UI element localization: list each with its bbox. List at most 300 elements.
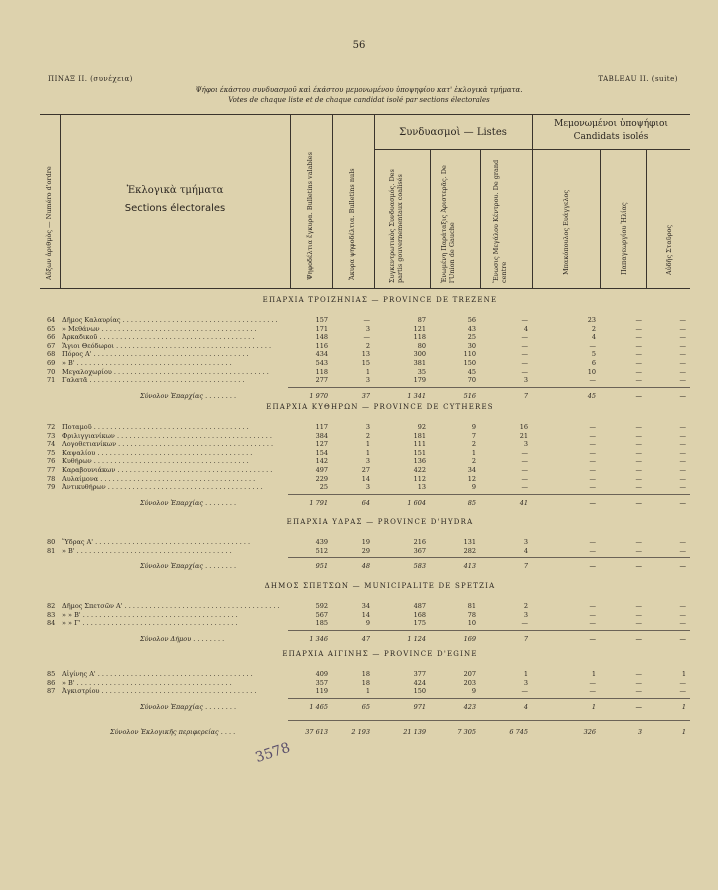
table-row xyxy=(40,457,690,465)
cell-value: — xyxy=(635,341,642,350)
cell-value: 78 xyxy=(467,610,476,619)
row-number: 77 xyxy=(47,466,56,474)
cell-value: 45 xyxy=(467,367,476,376)
cell-value: 277 xyxy=(315,376,328,385)
cell-value: 516 xyxy=(463,391,476,400)
cell-value: — xyxy=(679,333,686,342)
title-french: Votes de chaque liste et de chaque candidat isolé par sections électorales xyxy=(228,96,490,104)
header-left: ΠΙΝΑΞ II. (συνέχεια) xyxy=(48,75,133,83)
cell-value: 3 xyxy=(637,728,642,736)
cell-value: — xyxy=(635,687,642,696)
cell-value: 543 xyxy=(315,359,328,367)
cell-value: 56 xyxy=(467,316,476,324)
cell-value: — xyxy=(589,634,596,643)
cell-value: 175 xyxy=(413,619,426,628)
cell-value: — xyxy=(635,610,642,619)
cell-value: 111 xyxy=(413,440,426,449)
col-sections-greek: Ἐκλογικὰ τμήματα xyxy=(126,185,224,196)
cell-value: 497 xyxy=(315,466,328,474)
table-row xyxy=(40,483,690,491)
cell-value: 185 xyxy=(315,619,328,628)
cell-value: 7 305 xyxy=(457,728,476,736)
cell-value: 116 xyxy=(315,341,328,350)
cell-value: 136 xyxy=(413,457,426,466)
cell-value: — xyxy=(635,367,642,376)
cell-value: 119 xyxy=(315,687,328,696)
row-name: Ἀντικυθήρων . . . . . . . . . . . . . . . . . . . . . . . . . . . . . . . . . . . . . . xyxy=(62,483,263,492)
cell-value: 951 xyxy=(315,562,328,571)
cell-value: 25 xyxy=(319,483,328,492)
col-list-1: Συγκεντρωτικὸς Συνδυασμός. Des partis gouvernementaux coalisés xyxy=(388,169,404,283)
cell-value: 3 xyxy=(365,324,370,333)
cell-value: 4 xyxy=(523,546,528,555)
col-lists-group: Συνδυασμοὶ — Listes xyxy=(399,127,507,138)
row-number: 72 xyxy=(47,423,56,431)
cell-value: 9 xyxy=(471,687,476,696)
cell-value: 37 xyxy=(361,391,370,400)
cell-value: — xyxy=(589,538,596,546)
cell-value: — xyxy=(635,423,642,431)
grand-total-row xyxy=(40,728,690,736)
row-number: 66 xyxy=(47,333,56,342)
total-label: Σύνολον Ἐπαρχίας . . . . . . . . xyxy=(140,562,237,571)
row-number: 69 xyxy=(47,359,56,367)
col-cand-3: Αὐδῆς Σταῦρος xyxy=(665,224,673,275)
cell-value: 47 xyxy=(361,634,370,643)
cell-value: 439 xyxy=(315,538,328,546)
col-candidates-greek: Μεμονωμένοι ὑποψήφιοι xyxy=(554,119,668,129)
col-invalid: Ἄκυρα ψηφοδέλτια. Bulletins nuls xyxy=(348,168,356,280)
cell-value: — xyxy=(521,367,528,376)
cell-value: 18 xyxy=(361,670,370,678)
section-title: ΕΠΑΡΧΙΑ ΑΙΓΙΝΗΣ — PROVINCE D'EGINE xyxy=(282,650,478,658)
cell-value: 203 xyxy=(463,678,476,687)
col-sections-french: Sections électorales xyxy=(124,203,226,214)
cell-value: — xyxy=(635,619,642,628)
cell-value: 131 xyxy=(463,538,476,546)
cell-value: 13 xyxy=(361,350,370,359)
cell-value: — xyxy=(679,448,686,457)
cell-value: — xyxy=(635,634,642,643)
cell-value: 148 xyxy=(315,333,328,342)
cell-value: 971 xyxy=(413,702,426,711)
cell-value: — xyxy=(679,359,686,367)
row-number: 76 xyxy=(47,457,56,466)
table-row xyxy=(40,687,690,695)
cell-value: 41 xyxy=(519,498,528,507)
cell-value: 118 xyxy=(413,333,426,342)
cell-value: 65 xyxy=(361,702,370,711)
cell-value: — xyxy=(679,498,686,507)
row-name: Αυλαίμονα . . . . . . . . . . . . . . . . . . . . . . . . . . . . . . . . . . . . . . xyxy=(62,474,256,483)
row-name: Ἀρκαδικοῦ . . . . . . . . . . . . . . . . . . . . . . . . . . . . . . . . . . . . . . xyxy=(62,333,255,342)
cell-value: 64 xyxy=(361,498,370,507)
cell-value: — xyxy=(635,440,642,449)
total-row xyxy=(40,392,690,400)
row-name: » Β' . . . . . . . . . . . . . . . . . . . . . . . . . . . . . . . . . . . . . . xyxy=(62,546,232,555)
cell-value: — xyxy=(521,341,528,350)
col-cand-1: Μπακόπουλος Ευάγγελος xyxy=(562,189,570,275)
cell-value: — xyxy=(589,546,596,555)
cell-value: 413 xyxy=(463,562,476,571)
cell-value: 3 xyxy=(523,376,528,385)
title-greek: Ψήφοι έκάστου συνδυασμοῦ καὶ έκάστου μεμονωμένου ὑποψηφίου κατ' ἐκλογικὰ τμήματα. xyxy=(195,86,523,94)
cell-value: — xyxy=(635,538,642,546)
cell-value: 422 xyxy=(413,466,426,474)
row-name: » » Γ' . . . . . . . . . . . . . . . . . . . . . . . . . . . . . . . . . . . . . . xyxy=(62,619,238,628)
cell-value: — xyxy=(635,678,642,687)
cell-value: 35 xyxy=(417,367,426,376)
cell-value: 7 xyxy=(523,391,528,400)
cell-value: 16 xyxy=(519,423,528,431)
row-number: 80 xyxy=(47,538,56,546)
row-number: 74 xyxy=(47,440,56,449)
cell-value: 150 xyxy=(463,359,476,367)
cell-value: 3 xyxy=(523,610,528,619)
cell-value: 1 xyxy=(681,702,686,711)
cell-value: 118 xyxy=(315,367,328,376)
row-number: 70 xyxy=(47,367,56,376)
cell-value: — xyxy=(589,687,596,696)
cell-value: — xyxy=(589,483,596,492)
cell-value: 384 xyxy=(315,431,328,440)
cell-value: — xyxy=(635,474,642,483)
table-row xyxy=(40,466,690,474)
cell-value: — xyxy=(635,562,642,571)
cell-value: 512 xyxy=(315,546,328,555)
row-name: » Β' . . . . . . . . . . . . . . . . . . . . . . . . . . . . . . . . . . . . . . xyxy=(62,359,232,367)
cell-value: 1 604 xyxy=(407,498,426,507)
row-number: 84 xyxy=(47,619,56,628)
row-number: 73 xyxy=(47,431,56,440)
cell-value: 300 xyxy=(413,350,426,359)
table-row xyxy=(40,376,690,384)
cell-value: — xyxy=(589,610,596,619)
cell-value: 110 xyxy=(463,350,476,359)
cell-value: 2 xyxy=(365,431,370,440)
cell-value: 37 613 xyxy=(305,728,328,736)
cell-value: 18 xyxy=(361,678,370,687)
total-rule xyxy=(288,557,690,558)
row-name: Πόρος Α' . . . . . . . . . . . . . . . . . . . . . . . . . . . . . . . . . . . . . . xyxy=(62,350,249,359)
table-row xyxy=(40,547,690,555)
cell-value: 157 xyxy=(315,316,328,324)
total-label: Σύνολον Ἐπαρχίας . . . . . . . . xyxy=(140,391,237,400)
cell-value: — xyxy=(521,619,528,628)
table-row xyxy=(40,325,690,333)
cell-value: 2 xyxy=(523,602,528,610)
cell-value: 48 xyxy=(361,562,370,571)
cell-value: — xyxy=(679,376,686,385)
cell-value: 12 xyxy=(467,474,476,483)
cell-value: 1 xyxy=(471,448,476,457)
cell-value: — xyxy=(521,359,528,367)
cell-value: 81 xyxy=(467,602,476,610)
cell-value: — xyxy=(679,440,686,449)
cell-value: 3 xyxy=(365,376,370,385)
cell-value: 1 465 xyxy=(309,702,328,711)
cell-value: 434 xyxy=(315,350,328,359)
cell-value: — xyxy=(635,498,642,507)
total-row xyxy=(40,635,690,643)
cell-value: 3 xyxy=(365,483,370,492)
cell-value: — xyxy=(635,602,642,610)
cell-value: 1 xyxy=(591,670,596,678)
cell-value: — xyxy=(679,423,686,431)
cell-value: 169 xyxy=(463,634,476,643)
cell-value: 326 xyxy=(583,728,596,736)
cell-value: 567 xyxy=(315,610,328,619)
total-label: Σύνολον Δήμου . . . . . . . . xyxy=(140,634,225,643)
cell-value: 21 139 xyxy=(403,728,426,736)
cell-value: — xyxy=(521,457,528,466)
total-rule xyxy=(288,494,690,495)
cell-value: 27 xyxy=(361,466,370,474)
cell-value: 423 xyxy=(463,702,476,711)
total-label: Σύνολον Ἐπαρχίας . . . . . . . . xyxy=(140,498,237,507)
row-number: 68 xyxy=(47,350,56,359)
cell-value: 5 xyxy=(591,350,596,359)
table-row xyxy=(40,449,690,457)
cell-value: 4 xyxy=(523,324,528,333)
row-number: 65 xyxy=(47,324,56,333)
cell-value: 34 xyxy=(467,466,476,474)
cell-value: 23 xyxy=(587,316,596,324)
row-name: » » Β' . . . . . . . . . . . . . . . . . . . . . . . . . . . . . . . . . . . . . . xyxy=(62,610,238,619)
cell-value: 87 xyxy=(417,316,426,324)
cell-value: 92 xyxy=(417,423,426,431)
row-name: Ἀγκιστρίου . . . . . . . . . . . . . . . . . . . . . . . . . . . . . . . . . . . . . . xyxy=(62,687,257,696)
cell-value: — xyxy=(635,457,642,466)
table-row xyxy=(40,611,690,619)
cell-value: — xyxy=(635,670,642,678)
cell-value: 377 xyxy=(413,670,426,678)
row-number: 64 xyxy=(47,316,56,324)
total-row xyxy=(40,703,690,711)
cell-value: — xyxy=(679,431,686,440)
cell-value: 117 xyxy=(315,423,328,431)
cell-value: — xyxy=(635,316,642,324)
total-rule xyxy=(288,387,690,388)
col-list-3: Ἕνωσις Μεγάλου Κέντρου. De grand centre xyxy=(492,159,508,283)
cell-value: 150 xyxy=(413,687,426,696)
cell-value: 3 xyxy=(523,678,528,687)
cell-value: 171 xyxy=(315,324,328,333)
cell-value: 381 xyxy=(413,359,426,367)
cell-value: — xyxy=(679,350,686,359)
cell-value: — xyxy=(635,350,642,359)
grand-total-label: Σύνολον Ἐκλογικῆς περιφερείας . . . . xyxy=(110,728,236,736)
cell-value: — xyxy=(679,538,686,546)
table-row xyxy=(40,368,690,376)
cell-value: 45 xyxy=(587,391,596,400)
cell-value: 1 xyxy=(365,687,370,696)
cell-value: — xyxy=(589,466,596,474)
cell-value: — xyxy=(635,324,642,333)
cell-value: 112 xyxy=(413,474,426,483)
total-rule xyxy=(288,698,690,699)
row-number: 79 xyxy=(47,483,56,492)
cell-value: — xyxy=(679,466,686,474)
section-title: ΕΠΑΡΧΙΑ ΚΥΘΗΡΩΝ — PROVINCE DE CYTHERES xyxy=(266,403,494,411)
row-number: 87 xyxy=(47,687,56,696)
cell-value: 3 xyxy=(523,440,528,449)
cell-value: 30 xyxy=(467,341,476,350)
cell-value: — xyxy=(521,466,528,474)
cell-value: 7 xyxy=(471,431,476,440)
cell-value: — xyxy=(589,376,596,385)
cell-value: — xyxy=(589,562,596,571)
row-name: Αἰγίνης Α' . . . . . . . . . . . . . . . . . . . . . . . . . . . . . . . . . . . . . . xyxy=(62,670,253,678)
cell-value: — xyxy=(679,391,686,400)
cell-value: 1 124 xyxy=(407,634,426,643)
row-name: Καψαλίου . . . . . . . . . . . . . . . . . . . . . . . . . . . . . . . . . . . . . . xyxy=(62,448,253,457)
cell-value: 357 xyxy=(315,678,328,687)
row-number: 81 xyxy=(47,546,56,555)
cell-value: 9 xyxy=(471,483,476,492)
table-row xyxy=(40,333,690,341)
cell-value: — xyxy=(521,333,528,342)
cell-value: — xyxy=(521,474,528,483)
cell-value: — xyxy=(679,474,686,483)
cell-value: 282 xyxy=(463,546,476,555)
cell-value: 6 745 xyxy=(509,728,528,736)
table-row xyxy=(40,432,690,440)
cell-value: 29 xyxy=(361,546,370,555)
cell-value: — xyxy=(635,376,642,385)
cell-value: 1 xyxy=(365,440,370,449)
cell-value: 3 xyxy=(365,423,370,431)
table-row xyxy=(40,342,690,350)
cell-value: — xyxy=(589,440,596,449)
cell-value: — xyxy=(679,546,686,555)
cell-value: 1 xyxy=(523,670,528,678)
section-title: ΕΠΑΡΧΙΑ ΥΔΡΑΣ — PROVINCE D'HYDRA xyxy=(286,518,474,526)
cell-value: — xyxy=(679,602,686,610)
cell-value: — xyxy=(679,619,686,628)
row-name: Δῆμος Καλαυρίας . . . . . . . . . . . . . . . . . . . . . . . . . . . . . . . . . . . . . . xyxy=(62,316,278,324)
cell-value: 181 xyxy=(413,431,426,440)
cell-value: 2 xyxy=(471,440,476,449)
cell-value: 409 xyxy=(315,670,328,678)
table-row xyxy=(40,475,690,483)
cell-value: 2 xyxy=(591,324,596,333)
cell-value: 592 xyxy=(315,602,328,610)
cell-value: — xyxy=(635,333,642,342)
cell-value: — xyxy=(679,610,686,619)
table-row xyxy=(40,619,690,627)
cell-value: 487 xyxy=(413,602,426,610)
cell-value: 80 xyxy=(417,341,426,350)
table-header xyxy=(40,114,690,289)
cell-value: 2 xyxy=(365,341,370,350)
cell-value: — xyxy=(589,619,596,628)
cell-value: 3 xyxy=(523,538,528,546)
cell-value: 1 xyxy=(365,367,370,376)
cell-value: 19 xyxy=(361,538,370,546)
cell-value: — xyxy=(679,341,686,350)
cell-value: — xyxy=(589,474,596,483)
cell-value: — xyxy=(521,350,528,359)
cell-value: 7 xyxy=(523,562,528,571)
cell-value: 1 970 xyxy=(309,391,328,400)
row-name: Ἅγιοι Θεόδωροι . . . . . . . . . . . . . . . . . . . . . . . . . . . . . . . . . . . . . . xyxy=(62,341,272,350)
cell-value: 121 xyxy=(413,324,426,333)
table-row xyxy=(40,359,690,367)
table-row xyxy=(40,670,690,678)
row-name: Καραβουνιάκων . . . . . . . . . . . . . . . . . . . . . . . . . . . . . . . . . . . . . . xyxy=(62,466,273,474)
cell-value: 1 341 xyxy=(407,391,426,400)
cell-value: 127 xyxy=(315,440,328,449)
cell-value: 10 xyxy=(467,619,476,628)
cell-value: — xyxy=(635,391,642,400)
table-row xyxy=(40,423,690,431)
cell-value: 3 xyxy=(365,457,370,466)
cell-value: — xyxy=(635,359,642,367)
row-name: » Β' . . . . . . . . . . . . . . . . . . . . . . . . . . . . . . . . . . . . . . xyxy=(62,678,232,687)
table-row xyxy=(40,350,690,358)
table-row xyxy=(40,602,690,610)
cell-value: 13 xyxy=(417,483,426,492)
cell-value: — xyxy=(679,483,686,492)
row-number: 67 xyxy=(47,341,56,350)
row-number: 86 xyxy=(47,678,56,687)
cell-value: 179 xyxy=(413,376,426,385)
cell-value: 6 xyxy=(591,359,596,367)
cell-value: — xyxy=(589,498,596,507)
row-name: Μεγαλοχωρίου . . . . . . . . . . . . . . . . . . . . . . . . . . . . . . . . . . . . . . xyxy=(62,367,269,376)
cell-value: — xyxy=(589,431,596,440)
cell-value: 14 xyxy=(361,474,370,483)
col-candidates-french: Candidats isolés xyxy=(573,132,649,142)
cell-value: — xyxy=(589,341,596,350)
handwritten-annotation: 3578 xyxy=(253,739,293,767)
cell-value: — xyxy=(679,634,686,643)
cell-value: — xyxy=(521,316,528,324)
cell-value: 583 xyxy=(413,562,426,571)
row-number: 78 xyxy=(47,474,56,483)
cell-value: 216 xyxy=(413,538,426,546)
col-valid: Ψηφοδέλτια ἔγκυρα. Bulletins valables xyxy=(306,152,314,280)
cell-value: — xyxy=(635,546,642,555)
row-name: Ὕδρας Α' . . . . . . . . . . . . . . . . . . . . . . . . . . . . . . . . . . . . . . xyxy=(62,538,251,546)
cell-value: 151 xyxy=(413,448,426,457)
total-row xyxy=(40,499,690,507)
cell-value: 229 xyxy=(315,474,328,483)
cell-value: — xyxy=(635,448,642,457)
cell-value: 2 xyxy=(471,457,476,466)
cell-value: 14 xyxy=(361,610,370,619)
cell-value: — xyxy=(635,466,642,474)
cell-value: — xyxy=(589,448,596,457)
cell-value: 1 791 xyxy=(309,498,328,507)
row-name: Ποταμοῦ . . . . . . . . . . . . . . . . . . . . . . . . . . . . . . . . . . . . . . xyxy=(62,423,249,431)
cell-value: — xyxy=(589,602,596,610)
cell-value: 10 xyxy=(587,367,596,376)
cell-value: 168 xyxy=(413,610,426,619)
cell-value: — xyxy=(363,316,370,324)
cell-value: 21 xyxy=(519,431,528,440)
cell-value: 207 xyxy=(463,670,476,678)
cell-value: 1 xyxy=(681,728,686,736)
row-number: 71 xyxy=(47,376,56,385)
total-row xyxy=(40,562,690,570)
table-row xyxy=(40,538,690,546)
cell-value: — xyxy=(635,431,642,440)
cell-value: 25 xyxy=(467,333,476,342)
cell-value: — xyxy=(363,333,370,342)
cell-value: — xyxy=(635,702,642,711)
